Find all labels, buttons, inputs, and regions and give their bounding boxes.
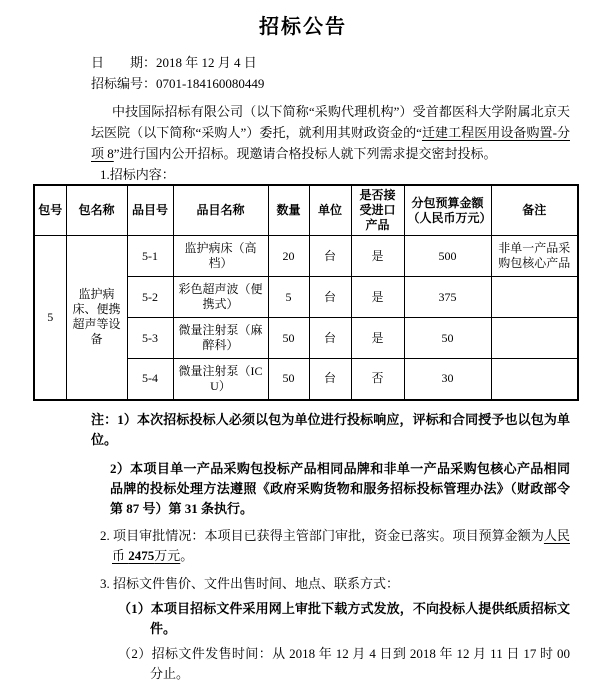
cell-item-name: 彩色超声波（便携式） <box>173 277 268 318</box>
tender-number-value: 0701-184160080449 <box>156 76 265 91</box>
header-item-no: 品目号 <box>127 185 173 236</box>
header-item-name: 品目名称 <box>173 185 268 236</box>
cell-budget: 30 <box>404 359 491 400</box>
budget-amount-underlined: 人民币 2475万元 <box>112 527 570 563</box>
cell-import-accepted: 是 <box>351 236 404 277</box>
cell-import-accepted: 是 <box>351 277 404 318</box>
meta-block <box>91 52 570 94</box>
section-1-heading: 1.招标内容： <box>100 167 175 182</box>
cell-remark: 非单一产品采购包核心产品 <box>491 236 578 277</box>
date-value: 2018 年 12 月 4 日 <box>156 55 257 70</box>
item-3-sub-1: （1）本项目招标文件采用网上审批下载方式发放，不向投标人提供纸质招标文件。 <box>118 600 570 636</box>
cell-package-no: 5 <box>34 236 66 400</box>
cell-budget: 500 <box>404 236 491 277</box>
cell-item-no: 5-2 <box>127 277 173 318</box>
cell-unit: 台 <box>309 236 351 277</box>
date-line <box>91 52 570 73</box>
header-qty: 数量 <box>268 185 309 236</box>
cell-qty: 5 <box>268 277 309 318</box>
cell-item-name: 微量注射泵（ICU） <box>173 359 268 400</box>
header-package-name: 包名称 <box>66 185 127 236</box>
cell-item-no: 5-4 <box>127 359 173 400</box>
item-2-text: 2. 项目审批情况：本项目已获得主管部门审批，资金已落实。项目预算金额为 <box>100 527 544 543</box>
item-2-approval: 2. 项目审批情况：本项目已获得主管部门审批，资金已落实。项目预算金额为人民币 2475万元。 <box>100 527 570 563</box>
cell-unit: 台 <box>309 359 351 400</box>
cell-qty: 50 <box>268 318 309 359</box>
cell-package-name: 监护病床、便携超声等设备 <box>66 236 127 400</box>
cell-remark <box>491 318 578 359</box>
cell-unit: 台 <box>309 318 351 359</box>
intro-paragraph <box>91 101 570 164</box>
cell-unit: 台 <box>309 277 351 318</box>
tender-number-line <box>91 73 570 94</box>
note-2: 2）本项目单一产品采购包投标产品相同品牌和非单一产品采购包核心产品相同品牌的投标处理方法遵照《政府采购货物和服务招标投标管理办法》（财政部令第 87 号）第 31 条执行。 <box>110 460 570 516</box>
header-package-no: 包号 <box>34 185 66 236</box>
budget-amount-value: 2475 <box>128 547 155 563</box>
header-import-accepted: 是否接受进口产品 <box>351 185 404 236</box>
page-title: 招标公告 <box>259 16 347 38</box>
item-3-heading: 3. 招标文件售价、文件出售时间、地点、联系方式： <box>100 575 400 591</box>
cell-import-accepted: 是 <box>351 318 404 359</box>
cell-item-name: 微量注射泵（麻醉科） <box>173 318 268 359</box>
table-row <box>34 236 578 277</box>
header-budget: 分包预算金额（人民币万元） <box>404 185 491 236</box>
intro-text-before: 中技国际招标有限公司（以下简称“采购代理机构”）受首都医科大学附属北京天坛医院（以下简称“采购人”）委托，就利用其财政资金的“ <box>91 104 570 140</box>
table-header-row <box>34 185 578 236</box>
intro-text-after: ”进行国内公开招标。现邀请合格投标人就下列需求提交密封投标。 <box>113 146 497 161</box>
note-1: 注：1）本次招标投标人必须以包为单位进行投标响应，评标和合同授予也以包为单位。 <box>91 411 570 447</box>
tender-number-label: 招标编号： <box>91 76 157 91</box>
cell-item-no: 5-1 <box>127 236 173 277</box>
cell-budget: 50 <box>404 318 491 359</box>
cell-qty: 50 <box>268 359 309 400</box>
header-unit: 单位 <box>309 185 351 236</box>
cell-item-name: 监护病床（高档） <box>173 236 268 277</box>
project-name-underlined: 迁建工程医用设备购置-分项 8 <box>91 125 570 161</box>
item-3-sub-2: （2）招标文件发售时间：从 2018 年 12 月 4 日到 2018 年 12 月 11 日 17 时 00 分止。 <box>118 645 570 681</box>
date-label: 日 期： <box>91 55 157 70</box>
cell-remark <box>491 277 578 318</box>
header-remark: 备注 <box>491 185 578 236</box>
tender-items-table <box>33 184 579 401</box>
cell-budget: 375 <box>404 277 491 318</box>
cell-import-accepted: 否 <box>351 359 404 400</box>
cell-item-no: 5-3 <box>127 318 173 359</box>
cell-qty: 20 <box>268 236 309 277</box>
cell-remark <box>491 359 578 400</box>
